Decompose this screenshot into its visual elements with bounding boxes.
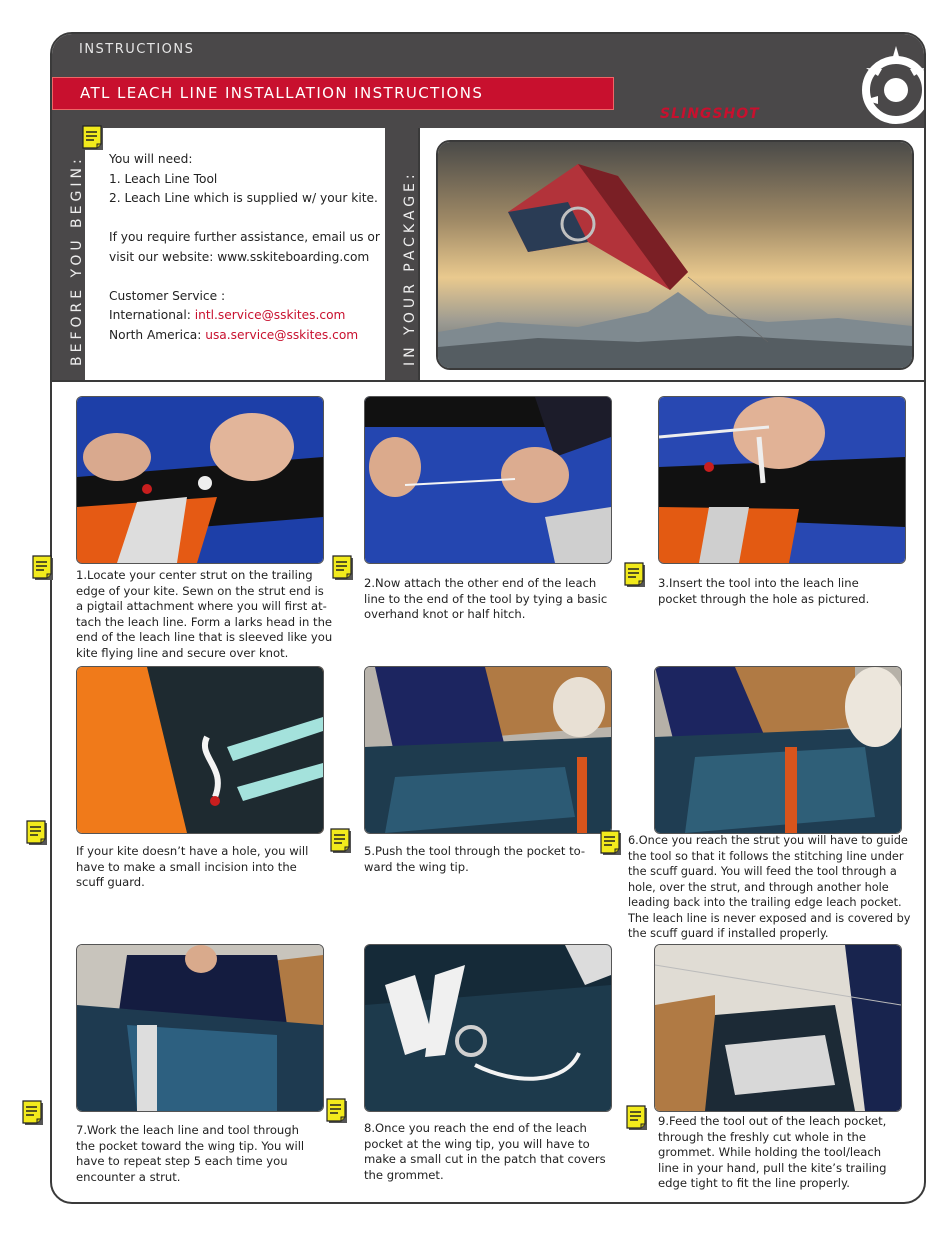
step-8-photo [364,944,612,1112]
note-icon [32,555,54,581]
note-icon [26,820,48,846]
step-9-photo [654,944,902,1112]
note-icon [626,1105,648,1131]
step-8-caption: 8.Once you reach the end of the leach pocket at the wing tip, you will have to make a small cut in the patch that covers the grommet. [364,1121,606,1182]
intl-email-link[interactable]: intl.service@sskites.com [194,308,346,322]
note-icon [600,830,622,856]
step-2-caption: 2.Now attach the other end of the leach line to the end of the tool by tying a basic overhand knot or half hitch. [364,576,608,621]
step-7-photo [76,944,324,1112]
step-6-caption: 6.Once you reach the strut you will have to guide the tool so that it follows the stitching line under the scuff guard. You will feed the tool through a hole, over the strut, and through another hole leading back into the trailing edge leach pocket. The leach line is never exposed and is covered by the scuff guard if installed properly. [628,834,911,940]
intl-contact: International: intl.service@sskites.com [109,308,346,322]
req-line [109,209,380,229]
header-band [52,34,924,128]
instruction-sheet [50,32,926,1204]
before-you-begin-label: BEFORE YOU BEGIN: [52,128,85,380]
step-5-caption: 5.Push the tool through the pocket to- ward the wing tip. [364,844,586,874]
brand-logo-text: SLINGSHOT [660,106,760,122]
step-4-caption: If your kite doesn’t have a hole, you will have to make a small incision into the scuff guard. [76,844,309,889]
step-4-photo [76,666,324,834]
na-contact: North America: usa.service@sskites.com [109,327,359,342]
req-line: If you require further assistance, email us or [109,230,380,244]
step-3-photo [658,396,906,564]
sprocket-emblem-icon [838,38,926,128]
note-icon [330,828,352,854]
step-3-caption: 3.Insert the tool into the leach line pocket through the hole as pictured. [658,576,870,606]
divider [418,128,420,380]
step-1-caption: 1.Locate your center strut on the trailing edge of your kite. Sewn on the strut end is a pigtail attachment where you will first at- tach the leach line. Form a larks head in the end of the leach line that is sleeved like you kite flying line and secure over knot. [76,568,333,660]
step-1-photo [76,396,324,564]
req-line [109,267,380,287]
step-5-photo [364,666,612,834]
req-line: You will need: [109,152,193,166]
title-bar [52,77,614,110]
req-line: Customer Service : [109,288,226,303]
section-label: INSTRUCTIONS [79,42,195,57]
page-title: ATL LEACH LINE INSTALLATION INSTRUCTIONS [80,84,484,102]
na-email-link[interactable]: usa.service@sskites.com [205,327,359,342]
note-icon [332,555,354,581]
note-icon [22,1100,44,1126]
step-9-caption: 9.Feed the tool out of the leach pocket, through the freshly cut whole in the grommet. While holding the tool/leach line in your hand, pull the kite’s trailing edge tight to fit the line properly. [658,1114,887,1190]
req-line: 2. Leach Line which is supplied w/ your kite. [109,191,378,205]
requirements-text [109,150,380,345]
kite-hero-photo [436,140,914,370]
note-icon [624,562,646,588]
in-your-package-label: IN YOUR PACKAGE: [385,128,418,380]
step-2-photo [364,396,612,564]
req-line: 1. Leach Line Tool [109,171,218,186]
divider [52,380,924,382]
req-line: visit our website: www.sskiteboarding.com [109,249,370,264]
note-icon [326,1098,348,1124]
note-icon [82,125,104,151]
step-7-caption: 7.Work the leach line and tool through the pocket toward the wing tip. You will have to repeat step 5 each time you encounter a strut. [76,1123,305,1184]
step-6-photo [654,666,902,834]
